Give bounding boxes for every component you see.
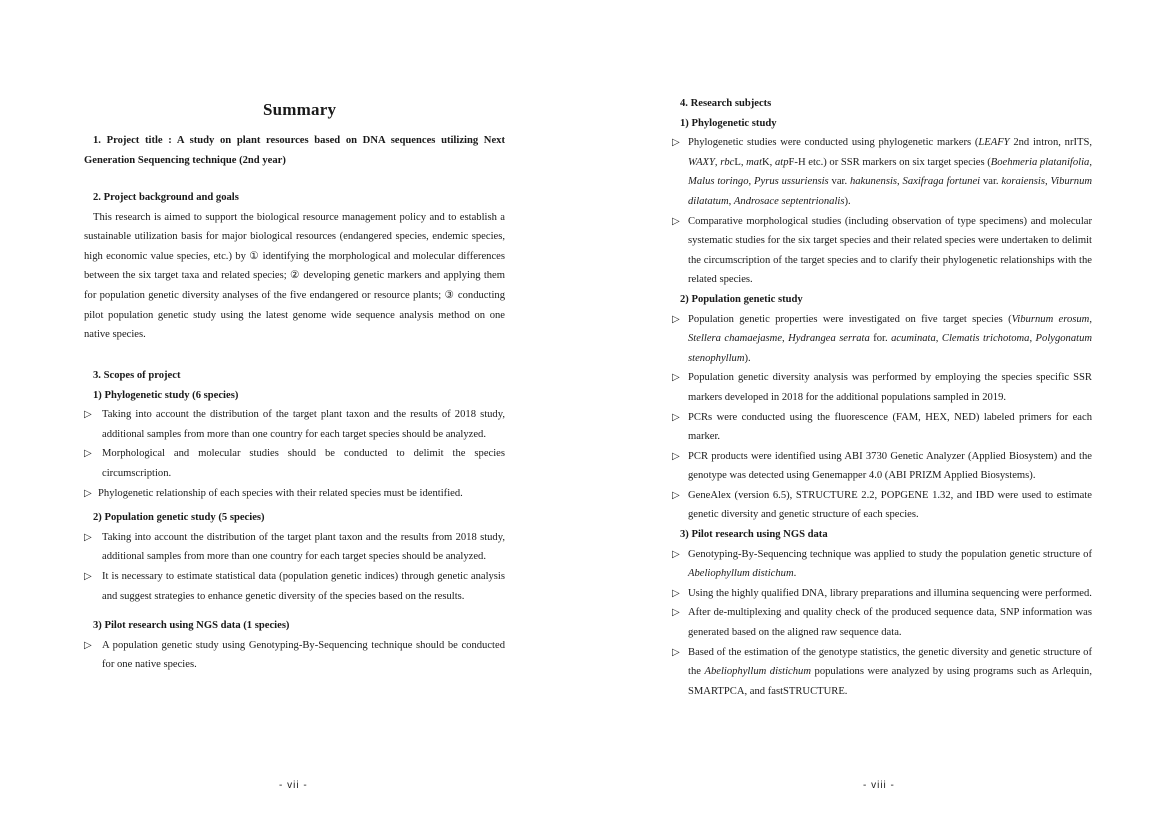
bullet-triangle-icon: ▷ — [672, 411, 680, 423]
bullet-triangle-icon: ▷ — [672, 607, 680, 619]
bullet-triangle-icon: ▷ — [84, 448, 92, 460]
list-item: ▷ Population genetic properties were investigated on five target species (Viburnum erosum, Stellera chamaejasme, Hydrangea serrata for. acuminata, Clematis trichotoma, Polygonatum stenophyllum). — [672, 310, 1092, 369]
bullet-triangle-icon: ▷ — [672, 215, 680, 227]
left-page — [0, 0, 586, 830]
popgen-study-heading: 2) Population genetic study — [680, 293, 803, 305]
pilot-research-heading: 3) Pilot research using NGS data (1 species) — [93, 620, 290, 632]
phylo-study-heading: 1) Phylogenetic study — [680, 117, 777, 129]
bullet-triangle-icon: ▷ — [672, 489, 680, 501]
project-title-line1: 1. Project title : A study on plant resources based on DNA sequences utilizing Next — [93, 135, 505, 146]
bullet-triangle-icon: ▷ — [84, 487, 92, 499]
list-item: ▷ Morphological and molecular studies should be conducted to delimit the species circumscription. — [84, 444, 505, 483]
list-item: ▷ Phylogenetic studies were conducted using phylogenetic markers (LEAFY 2nd intron, nrITS, WAXY, rbcL, matK, atpF-H etc.) or SSR markers on six target species (Boehmeria platanifolia, Malus toringo, Pyrus ussuriensis var. hakunensis, Saxifraga fortunei var. koraiensis, Viburnum dilatatum, Androsace septentrionalis). — [672, 133, 1092, 211]
list-item: ▷ After de-multiplexing and quality check of the produced sequence data, SNP information was generated based on the aligned raw sequence data. — [672, 603, 1092, 642]
bullet-triangle-icon: ▷ — [672, 646, 680, 658]
popgen-study-heading: 2) Population genetic study (5 species) — [93, 512, 265, 524]
list-item: ▷ PCR products were identified using ABI 3730 Genetic Analyzer (Applied Biosystem) and the genotype was detected using Genemapper 4.0 (ABI PRIZM Applied Biosystems). — [672, 447, 1092, 486]
research-subjects-heading: 4. Research subjects — [680, 98, 772, 109]
list-item: ▷ Based of the estimation of the genotype statistics, the genetic diversity and genetic structure of the Abeliophyllum distichum populations were analyzed by using programs such as Arlequin, SMARTPCA, and fastSTRUCTURE. — [672, 643, 1092, 702]
list-item: ▷ It is necessary to estimate statistical data (population genetic indices) through genetic analysis and suggest strategies to enhance genetic diversity of the species based on the results. — [84, 567, 505, 606]
project-title-line2: Generation Sequencing technique (2nd year) — [84, 154, 286, 166]
list-item: ▷ Population genetic diversity analysis was performed by employing the species specific SSR markers developed in 2018 for the additional populations sampled in 2019. — [672, 368, 1092, 407]
pilot-research-heading: 3) Pilot research using NGS data — [680, 529, 828, 541]
bullet-triangle-icon: ▷ — [672, 313, 680, 325]
bullet-triangle-icon: ▷ — [84, 409, 92, 421]
bullet-triangle-icon: ▷ — [672, 548, 680, 560]
project-title-section — [84, 131, 505, 170]
list-item: ▷ GeneAlex (version 6.5), STRUCTURE 2.2, POPGENE 1.32, and IBD were used to estimate genetic diversity and genetic structure of each species. — [672, 486, 1092, 525]
right-page — [586, 0, 1173, 830]
background-heading: 2. Project background and goals — [93, 192, 239, 203]
list-item: ▷ Taking into account the distribution of the target plant taxon and the results from 2018 study, additional samples from more than one country for each target species should be analyzed. — [84, 528, 505, 567]
list-item: ▷ Genotyping-By-Sequencing technique was applied to study the population genetic structure of Abeliophyllum distichum. — [672, 545, 1092, 584]
bullet-triangle-icon: ▷ — [84, 639, 92, 651]
background-section — [84, 188, 505, 345]
bullet-triangle-icon: ▷ — [672, 450, 680, 462]
page-number: - vii - — [279, 780, 308, 791]
list-item: ▷ Using the highly qualified DNA, library preparations and illumina sequencing were performed. — [672, 584, 1092, 604]
bullet-triangle-icon: ▷ — [84, 531, 92, 543]
list-item: ▷ Comparative morphological studies (including observation of type specimens) and molecular systematic studies for the six target species and their related species were undertaken to delimit the circumscription of the target species and to clarify their phylogenetic relationships with the related species. — [672, 212, 1092, 290]
scopes-section — [84, 366, 505, 675]
bullet-triangle-icon: ▷ — [672, 587, 680, 599]
list-item: ▷ A population genetic study using Genotyping-By-Sequencing technique should be conducted for one native species. — [84, 636, 505, 675]
research-subjects-section — [672, 94, 1092, 701]
page-number: - viii - — [863, 780, 895, 791]
bullet-triangle-icon: ▷ — [672, 372, 680, 384]
phylo-study-heading: 1) Phylogenetic study (6 species) — [93, 389, 239, 401]
background-paragraph: This research is aimed to support the biological resource management policy and to establish a sustainable utilization basis for major biological resources (endangered species, endemic species, high economic value species, etc.) by ① identifying the morphological and molecular differences between the six target taxa and related species; ② developing genetic markers and applying them for population genetic diversity analyses of the five endangered or resource plants; ③ conducting pilot population genetic study using the latest genome wide sequence analysis method on one native species. — [84, 211, 505, 341]
bullet-triangle-icon: ▷ — [84, 570, 92, 582]
bullet-triangle-icon: ▷ — [672, 137, 680, 149]
list-item: ▷ PCRs were conducted using the fluorescence (FAM, HEX, NED) labeled primers for each marker. — [672, 408, 1092, 447]
scopes-heading: 3. Scopes of project — [93, 370, 181, 381]
list-item: ▷ Phylogenetic relationship of each species with their related species must be identified. — [84, 484, 505, 504]
page-title: Summary — [263, 100, 337, 119]
list-item: ▷ Taking into account the distribution of the target plant taxon and the results of 2018 study, additional samples from more than one country for each target species should be analyzed. — [84, 405, 505, 444]
